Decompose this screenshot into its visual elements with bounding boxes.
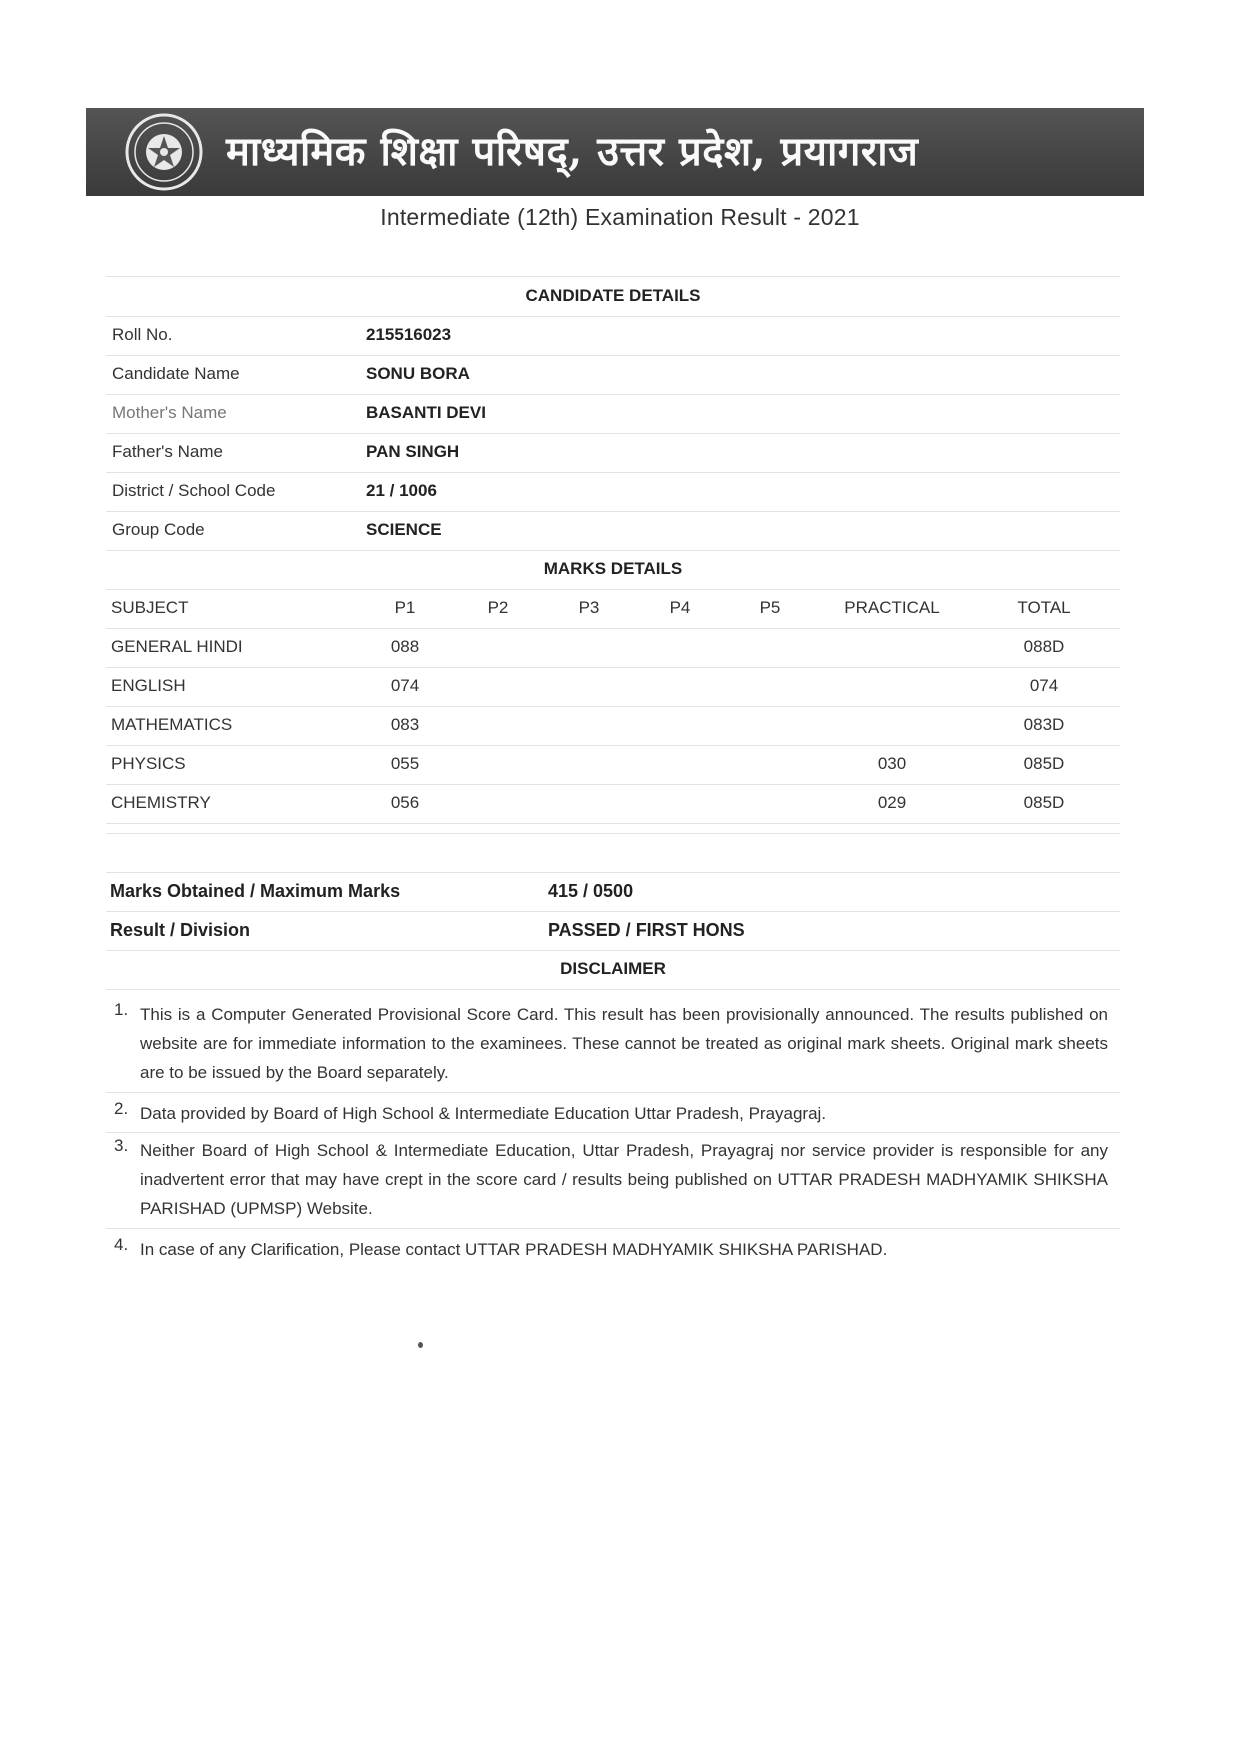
candidate-details-heading: CANDIDATE DETAILS <box>525 286 701 305</box>
scan-speck <box>418 1342 423 1348</box>
divider <box>106 355 1120 356</box>
divider <box>106 784 1120 785</box>
col-p2: P2 <box>487 598 509 617</box>
col-practical: PRACTICAL <box>844 598 940 617</box>
divider <box>106 550 1120 551</box>
divider <box>106 394 1120 395</box>
candidate-name-value: SONU BORA <box>366 364 470 383</box>
practical-mark: 029 <box>877 793 907 812</box>
divider <box>106 433 1120 434</box>
father-name-label: Father's Name <box>112 442 223 461</box>
mother-name-label: Mother's Name <box>112 403 227 422</box>
divider <box>106 745 1120 746</box>
marks-details-heading: MARKS DETAILS <box>543 559 683 578</box>
total-mark: 085D <box>1023 793 1065 812</box>
divider <box>106 911 1120 912</box>
result-division-value: PASSED / FIRST HONS <box>548 920 745 940</box>
upmsp-emblem-icon <box>124 112 204 192</box>
divider <box>106 823 1120 824</box>
divider <box>106 589 1120 590</box>
district-school-label: District / School Code <box>112 481 276 500</box>
total-mark: 088D <box>1023 637 1065 656</box>
divider <box>106 989 1120 990</box>
disclaimer-number: 2. <box>114 1099 129 1118</box>
subject-name: PHYSICS <box>111 754 186 773</box>
divider <box>106 472 1120 473</box>
roll-no-label: Roll No. <box>112 325 173 344</box>
p1-mark: 055 <box>390 754 420 773</box>
total-mark: 074 <box>1029 676 1059 695</box>
divider <box>106 628 1120 629</box>
subject-name: CHEMISTRY <box>111 793 211 812</box>
marks-obtained-label: Marks Obtained / Maximum Marks <box>110 881 401 901</box>
header-banner <box>86 108 1144 196</box>
mother-name-value: BASANTI DEVI <box>366 403 486 422</box>
disclaimer-number: 4. <box>114 1235 129 1254</box>
divider <box>106 667 1120 668</box>
marks-obtained-value: 415 / 0500 <box>548 881 634 901</box>
col-p3: P3 <box>578 598 600 617</box>
disclaimer-text: Data provided by Board of High School & Intermediate Education Uttar Pradesh, Prayagraj. <box>140 1104 827 1123</box>
disclaimer-text: In case of any Clarification, Please contact UTTAR PRADESH MADHYAMIK SHIKSHA PARISHAD. <box>140 1240 888 1259</box>
father-name-value: PAN SINGH <box>366 442 460 461</box>
col-total: TOTAL <box>1017 598 1071 617</box>
p1-mark: 088 <box>390 637 420 656</box>
divider <box>106 1092 1120 1093</box>
disclaimer-text: This is a Computer Generated Provisional Score Card. This result has been provisionally announced. The results published on website are for immediate information to the examinees. These cannot be treated as original mark sheets. Original mark sheets are to be issued by the Board separately. <box>140 1005 1108 1082</box>
practical-mark: 030 <box>877 754 907 773</box>
roll-no-value: 215516023 <box>366 325 452 344</box>
subject-name: GENERAL HINDI <box>111 637 243 656</box>
p1-mark: 083 <box>390 715 420 734</box>
col-subject: SUBJECT <box>111 598 189 617</box>
group-code-value: SCIENCE <box>366 520 442 539</box>
total-mark: 085D <box>1023 754 1065 773</box>
divider <box>106 511 1120 512</box>
subject-name: ENGLISH <box>111 676 186 695</box>
divider <box>106 1228 1120 1229</box>
col-p4: P4 <box>669 598 691 617</box>
disclaimer-heading: DISCLAIMER <box>560 959 666 978</box>
group-code-label: Group Code <box>112 520 205 539</box>
p1-mark: 056 <box>390 793 420 812</box>
col-p1: P1 <box>394 598 416 617</box>
page-title: Intermediate (12th) Examination Result - 2021 <box>380 204 860 230</box>
total-mark: 083D <box>1023 715 1065 734</box>
divider <box>106 706 1120 707</box>
disclaimer-number: 1. <box>114 1000 129 1019</box>
col-p5: P5 <box>759 598 781 617</box>
board-title: माध्यमिक शिक्षा परिषद्, उत्तर प्रदेश, प्रयागराज <box>226 128 919 175</box>
divider <box>106 276 1120 277</box>
district-school-value: 21 / 1006 <box>366 481 437 500</box>
p1-mark: 074 <box>390 676 420 695</box>
divider <box>106 1132 1120 1133</box>
divider <box>106 833 1120 834</box>
divider <box>106 316 1120 317</box>
divider <box>106 950 1120 951</box>
disclaimer-number: 3. <box>114 1136 129 1155</box>
divider <box>106 872 1120 873</box>
result-division-label: Result / Division <box>110 920 251 940</box>
disclaimer-text: Neither Board of High School & Intermediate Education, Uttar Pradesh, Prayagraj nor service provider is responsible for any inadvertent error that may have crept in the score card / results being published on UTTAR PRADESH MADHYAMIK SHIKSHA PARISHAD (UPMSP) Website. <box>140 1141 1108 1218</box>
subject-name: MATHEMATICS <box>111 715 233 734</box>
candidate-name-label: Candidate Name <box>112 364 240 383</box>
